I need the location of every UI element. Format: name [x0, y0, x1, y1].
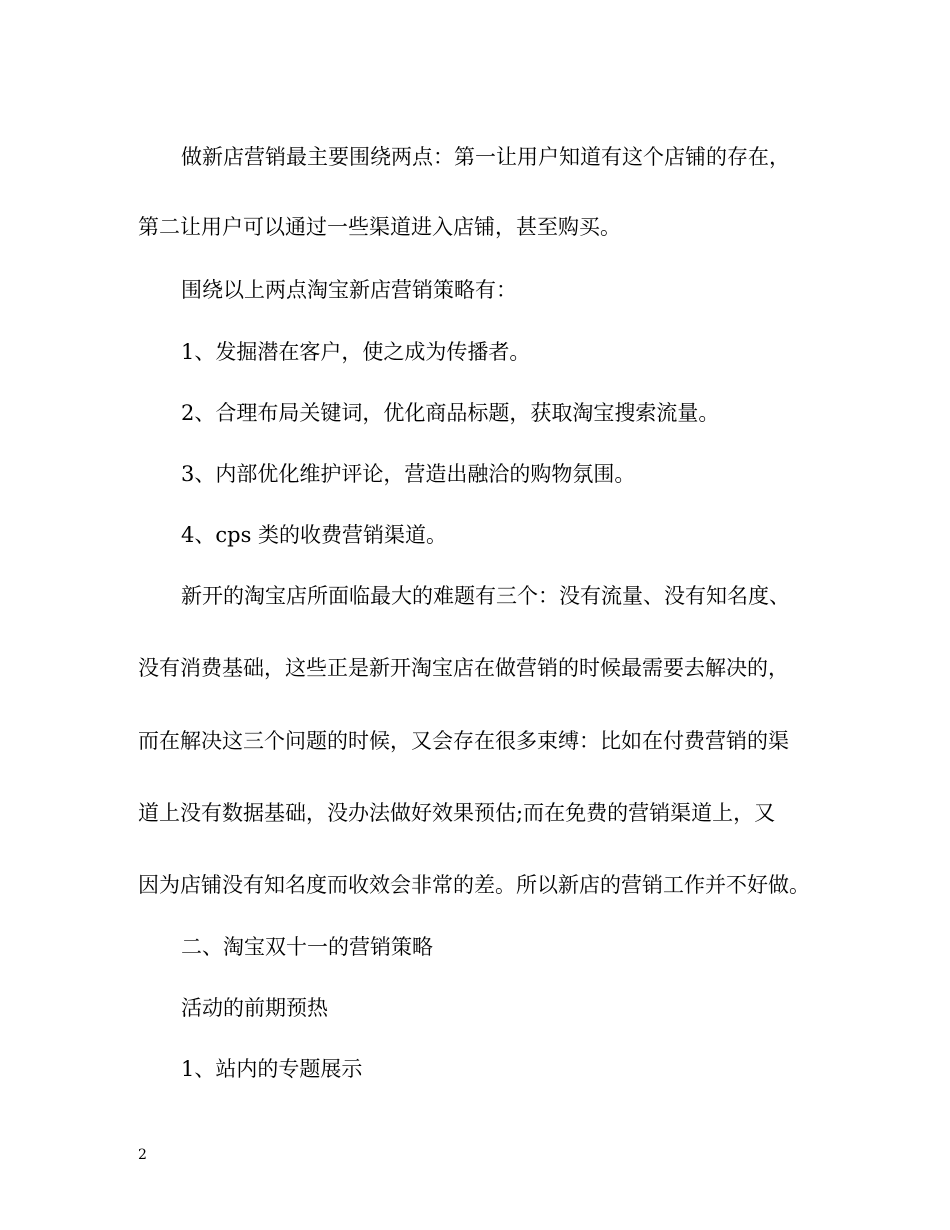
list-item: 3、内部优化维护评论，营造出融洽的购物氛围。: [181, 462, 636, 486]
paragraph-line: 因为店铺没有知名度而收效会非常的差。所以新店的营销工作并不好做。: [138, 873, 810, 897]
paragraph-line: 新开的淘宝店所面临最大的难题有三个：没有流量、没有知名度、: [181, 584, 790, 608]
paragraph-line: 第二让用户可以通过一些渠道进入店铺，甚至购买。: [138, 215, 621, 239]
paragraph-line: 没有消费基础，这些正是新开淘宝店在做营销的时候最需要去解决的，: [138, 656, 789, 680]
list-item: 2、合理布局关键词，优化商品标题，获取淘宝搜索流量。: [181, 401, 720, 425]
page-number: 2: [138, 1147, 147, 1163]
list-item: 4、cps 类的收费营销渠道。: [181, 523, 448, 547]
paragraph-line: 围绕以上两点淘宝新店营销策略有：: [181, 278, 517, 302]
section-heading: 二、淘宝双十一的营销策略: [181, 935, 433, 959]
subheading: 活动的前期预热: [181, 996, 328, 1020]
paragraph-line: 而在解决这三个问题的时候，又会存在很多束缚：比如在付费营销的渠: [138, 729, 789, 753]
paragraph-line: 做新店营销最主要围绕两点：第一让用户知道有这个店铺的存在，: [181, 145, 790, 169]
paragraph-line: 道上没有数据基础，没办法做好效果预估;而在免费的营销渠道上，又: [138, 801, 776, 825]
list-item: 1、站内的专题展示: [181, 1057, 363, 1081]
list-item: 1、发掘潜在客户，使之成为传播者。: [181, 340, 531, 364]
